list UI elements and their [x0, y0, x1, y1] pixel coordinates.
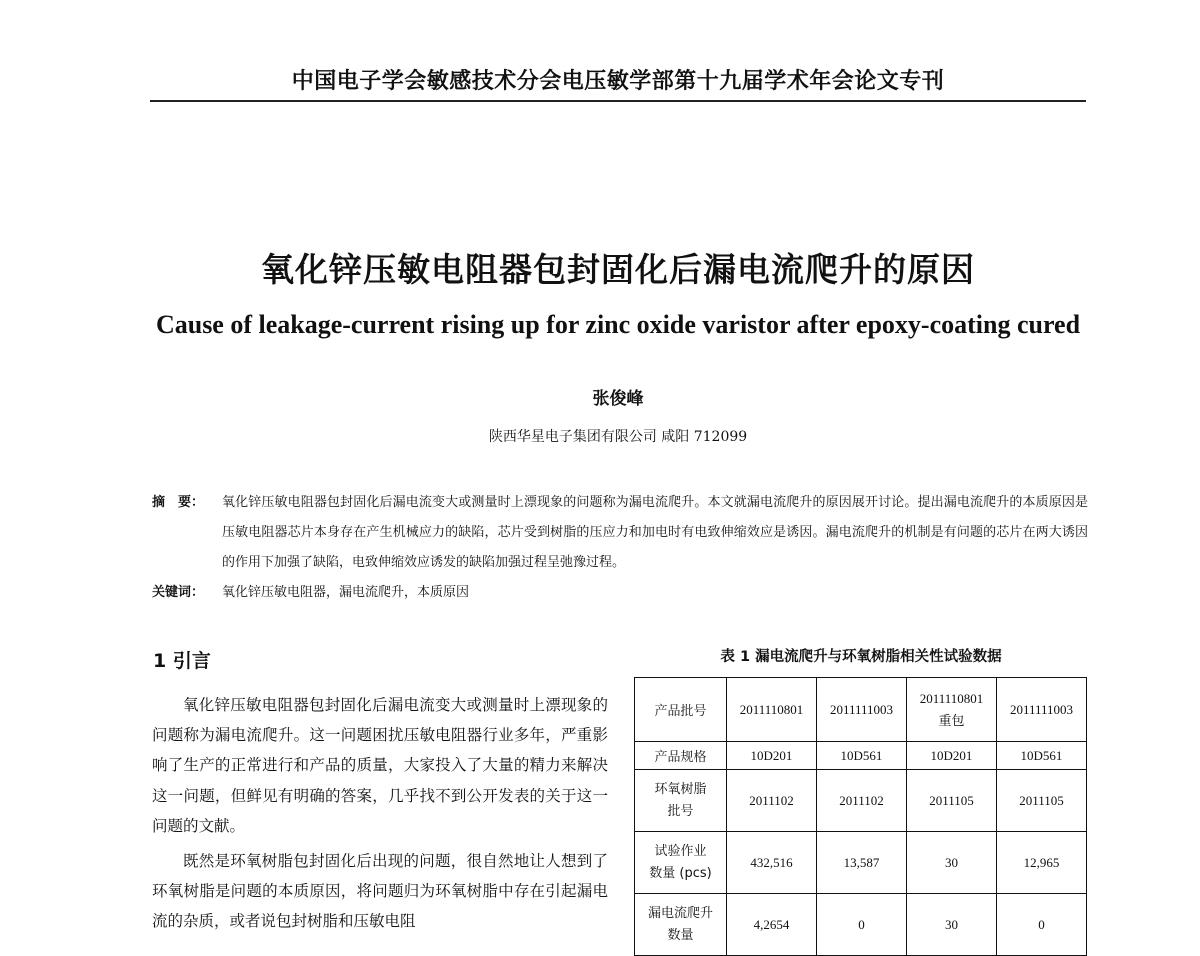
keywords-label: 关键词：: [152, 585, 205, 600]
table-row-header: 漏电流爬升 数量: [635, 894, 727, 956]
title-chinese: 氧化锌压敏电阻器包封固化后漏电流爬升的原因: [261, 250, 975, 289]
table-row: [635, 742, 1087, 770]
title-english: Cause of leakage-current rising up for zinc oxide varistor after epoxy-coating cured: [155, 310, 1081, 339]
body-paragraph: 既然是环氧树脂包封固化后出现的问题，很自然地让人想到了环氧树脂是问题的本质原因，将问题归为环氧树脂中存在引起漏电流的杂质，或者说包封树脂和压敏电阻: [152, 852, 608, 931]
table-row-header: 产品规格: [635, 742, 727, 770]
table-cell: 13,587: [817, 832, 907, 894]
table-cell: 10D561: [997, 742, 1087, 770]
table-cell: 30: [907, 894, 997, 956]
table-cell: 2011102: [817, 770, 907, 832]
abstract-row: [152, 488, 1088, 578]
table-row-header: 试验作业 数量 (pcs): [635, 832, 727, 894]
table-cell: 10D201: [727, 742, 817, 770]
table-cell: 2011105: [997, 770, 1087, 832]
table-cell: 2011111003: [997, 678, 1087, 742]
table-cell: 0: [817, 894, 907, 956]
table-row: [635, 832, 1087, 894]
table-row: [635, 678, 1087, 742]
body-paragraph: 氧化锌压敏电阻器包封固化后漏电流变大或测量时上漂现象的问题称为漏电流爬升。这一问题困扰压敏电阻器行业多年，严重影响了生产的正常进行和产品的质量，大家投入了大量的精力来解决这一问题，但鲜见有明确的答案，几乎找不到公开发表的关于这一问题的文献。: [152, 696, 608, 835]
keywords-row: [152, 578, 1088, 608]
body-text: [152, 690, 608, 937]
table-cell: 432,516: [727, 832, 817, 894]
header-rule: [150, 100, 1086, 102]
table-cell: 2011110801 重包: [907, 678, 997, 742]
table-cell: 2011105: [907, 770, 997, 832]
table-caption: 表 1 漏电流爬升与环氧树脂相关性试验数据: [720, 649, 1002, 665]
abstract-text: 氧化锌压敏电阻器包封固化后漏电流变大或测量时上漂现象的问题称为漏电流爬升。本文就漏电流爬升的原因展开讨论。提出漏电流爬升的本质原因是压敏电阻器芯片本身存在产生机械应力的缺陷，芯片受到树脂的压应力和加电时有电致伸缩效应是诱因。漏电流爬升的机制是有问题的芯片在两大诱因的作用下加强了缺陷，电致伸缩效应诱发的缺陷加强过程呈弛豫过程。: [222, 495, 1088, 570]
table-cell: 30: [907, 832, 997, 894]
table-row: [635, 770, 1087, 832]
abstract-block: [152, 488, 1088, 608]
data-table: [634, 677, 1087, 956]
table-cell: 0: [997, 894, 1087, 956]
table-cell: 12,965: [997, 832, 1087, 894]
author-name: 张俊峰: [592, 389, 644, 409]
author-affiliation: 陕西华星电子集团有限公司 咸阳 712099: [488, 429, 748, 445]
table-cell: 10D201: [907, 742, 997, 770]
table-cell: 2011111003: [817, 678, 907, 742]
journal-header: 中国电子学会敏感技术分会电压敏学部第十九届学术年会论文专刊: [291, 69, 945, 94]
keywords-text: 氧化锌压敏电阻器，漏电流爬升，本质原因: [222, 585, 470, 600]
table-cell: 2011110801: [727, 678, 817, 742]
table-row: [635, 894, 1087, 956]
table-cell: 2011102: [727, 770, 817, 832]
abstract-label: 摘 要：: [152, 495, 205, 510]
section-heading: 1 引言: [153, 650, 211, 672]
table-cell: 10D561: [817, 742, 907, 770]
table-row-header: 环氧树脂 批号: [635, 770, 727, 832]
table-cell: 4,2654: [727, 894, 817, 956]
table-row-header: 产品批号: [635, 678, 727, 742]
